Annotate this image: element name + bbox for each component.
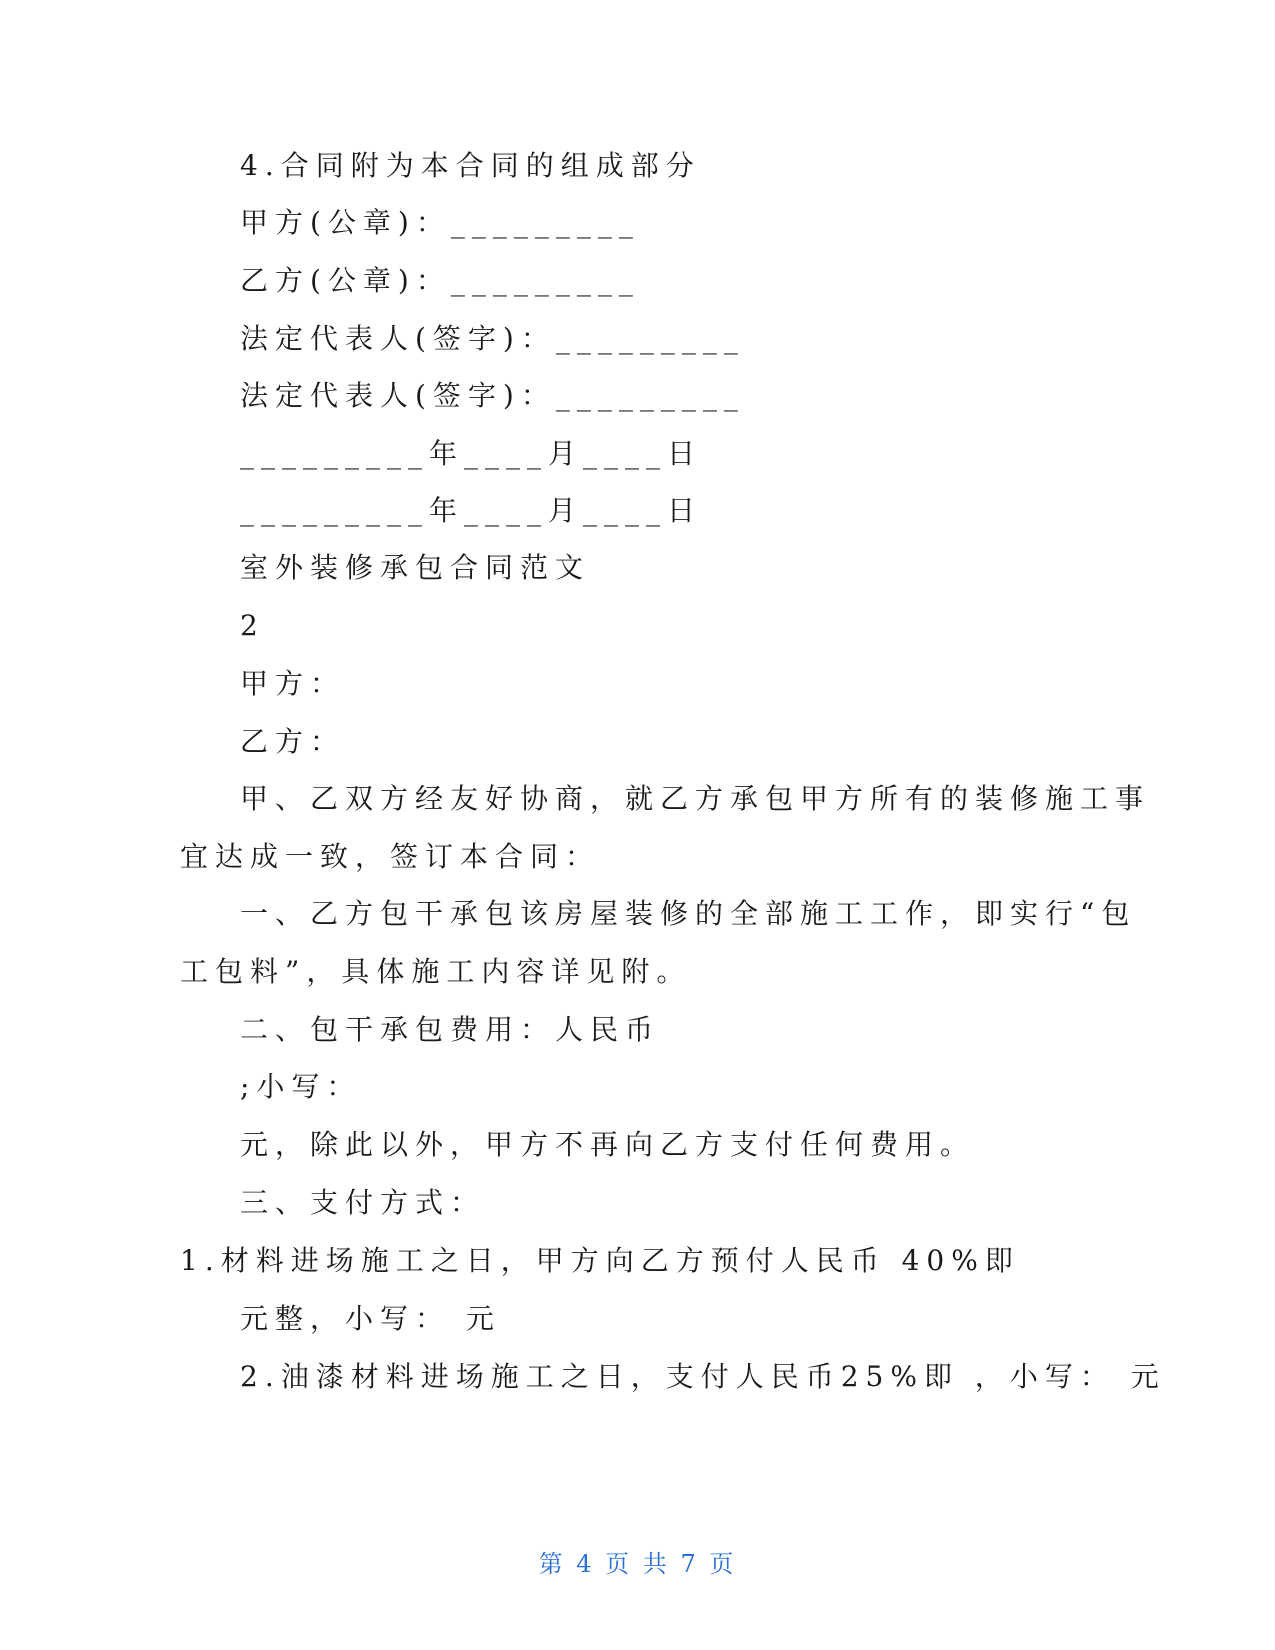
text-line: 1.材料进场施工之日，甲方向乙方预付人民币 40%即 (180, 1244, 1020, 1277)
text-line: 宜达成一致，签订本合同： (180, 840, 601, 873)
text-line: 乙方： (240, 725, 346, 758)
text-line: 三、支付方式： (240, 1186, 486, 1219)
text-line: 室外装修承包合同范文 (240, 551, 591, 584)
text-line: 法定代表人(签字)：_________ (240, 379, 745, 412)
text-line: 工包料”，具体施工内容详见附。 (180, 955, 692, 988)
text-line: 甲方(公章)：_________ (240, 206, 640, 239)
text-line: 一、乙方包干承包该房屋装修的全部施工工作，即实行“包 (240, 897, 1137, 930)
page-number-footer: 第 4 页 共 7 页 (538, 1550, 737, 1578)
text-line: _________年____月____日 (240, 494, 703, 527)
text-line: 元整，小写： 元 (240, 1302, 501, 1335)
text-line: 2 (240, 609, 265, 642)
text-line: 4.合同附为本合同的组成部分 (240, 149, 701, 182)
text-line: _________年____月____日 (240, 437, 703, 470)
text-line: ;小写： (240, 1070, 362, 1103)
text-line: 2.油漆材料进场施工之日，支付人民币25%即 ，小写： 元 (240, 1360, 1166, 1393)
text-line: 法定代表人(签字)：_________ (240, 322, 745, 355)
text-line: 乙方(公章)：_________ (240, 264, 640, 297)
text-line: 元，除此以外，甲方不再向乙方支付任何费用。 (240, 1128, 976, 1161)
text-line: 甲、乙双方经友好协商，就乙方承包甲方所有的装修施工事 (240, 782, 1151, 815)
text-line: 甲方： (240, 667, 346, 700)
text-line: 二、包干承包费用：人民币 (240, 1013, 661, 1046)
